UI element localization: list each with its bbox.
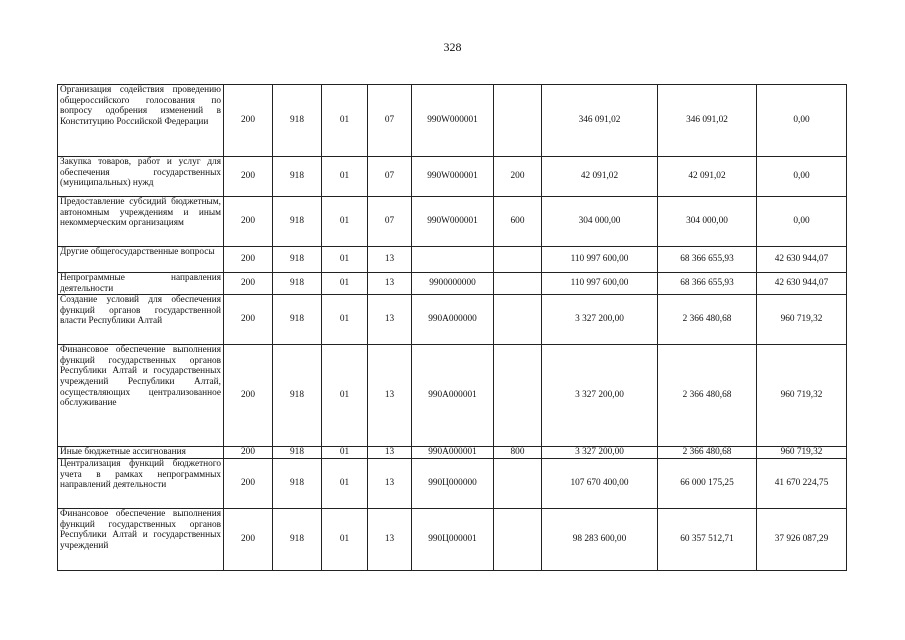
col-section: 01 [322,157,368,197]
col-value-3: 0,00 [757,197,847,247]
col-code-2: 918 [273,247,322,273]
col-subsection: 13 [368,295,412,345]
col-value-3: 0,00 [757,85,847,157]
col-code-2: 918 [273,85,322,157]
table-row [58,197,847,247]
col-target-article: 990А000001 [412,345,494,447]
col-section: 01 [322,247,368,273]
col-code-1: 200 [224,247,273,273]
col-value-1: 107 670 400,00 [542,459,658,509]
col-expense-type: 200 [494,157,542,197]
col-section: 01 [322,447,368,459]
row-name: Организация содействия проведению общероссийского голосования по вопросу одобрения изменений в Конституцию Российской Федерации [58,85,224,157]
col-value-2: 60 357 512,71 [658,509,757,571]
col-section: 01 [322,509,368,571]
col-value-3: 37 926 087,29 [757,509,847,571]
col-section: 01 [322,273,368,295]
col-code-2: 918 [273,447,322,459]
col-code-1: 200 [224,157,273,197]
col-value-2: 2 366 480,68 [658,345,757,447]
col-value-1: 110 997 600,00 [542,247,658,273]
col-section: 01 [322,197,368,247]
col-expense-type [494,247,542,273]
col-value-2: 2 366 480,68 [658,295,757,345]
table-row [58,447,847,459]
row-name: Предоставление субсидий бюджетным, автономным учреждениям и иным некоммерческим организациям [58,197,224,247]
row-name: Непрограммные направления деятельности [58,273,224,295]
col-value-3: 42 630 944,07 [757,273,847,295]
col-code-2: 918 [273,273,322,295]
col-code-2: 918 [273,295,322,345]
col-expense-type [494,85,542,157]
col-value-1: 346 091,02 [542,85,658,157]
col-subsection: 13 [368,459,412,509]
page-number: 328 [443,40,462,54]
col-value-2: 68 366 655,93 [658,273,757,295]
col-subsection: 13 [368,247,412,273]
table-row [58,247,847,273]
col-target-article: 990А000000 [412,295,494,345]
col-value-2: 66 000 175,25 [658,459,757,509]
col-target-article: 9900000000 [412,273,494,295]
col-value-3: 41 670 224,75 [757,459,847,509]
col-value-1: 304 000,00 [542,197,658,247]
col-target-article [412,247,494,273]
row-name: Иные бюджетные ассигнования [58,447,224,459]
table-row [58,345,847,447]
col-expense-type [494,295,542,345]
col-expense-type [494,345,542,447]
col-target-article: 990А000001 [412,447,494,459]
table-row [58,509,847,571]
col-value-1: 3 327 200,00 [542,447,658,459]
col-code-2: 918 [273,157,322,197]
col-target-article: 990Ц000001 [412,509,494,571]
col-expense-type [494,273,542,295]
budget-table [57,84,847,571]
col-expense-type [494,459,542,509]
col-code-1: 200 [224,345,273,447]
col-code-2: 918 [273,197,322,247]
col-expense-type: 800 [494,447,542,459]
col-code-2: 918 [273,345,322,447]
col-code-1: 200 [224,273,273,295]
col-section: 01 [322,295,368,345]
table-row [58,157,847,197]
col-section: 01 [322,85,368,157]
row-name: Другие общегосударственные вопросы [58,247,224,273]
col-code-2: 918 [273,509,322,571]
col-code-2: 918 [273,459,322,509]
col-code-1: 200 [224,447,273,459]
col-value-3: 960 719,32 [757,447,847,459]
col-subsection: 13 [368,345,412,447]
col-value-3: 960 719,32 [757,345,847,447]
col-value-2: 42 091,02 [658,157,757,197]
col-value-1: 42 091,02 [542,157,658,197]
col-section: 01 [322,345,368,447]
col-value-3: 960 719,32 [757,295,847,345]
col-subsection: 07 [368,197,412,247]
col-expense-type: 600 [494,197,542,247]
col-target-article: 990Ц000000 [412,459,494,509]
table-row [58,273,847,295]
col-code-1: 200 [224,459,273,509]
col-section: 01 [322,459,368,509]
col-subsection: 07 [368,157,412,197]
col-value-1: 3 327 200,00 [542,345,658,447]
col-value-2: 2 366 480,68 [658,447,757,459]
col-value-1: 3 327 200,00 [542,295,658,345]
col-subsection: 07 [368,85,412,157]
col-code-1: 200 [224,509,273,571]
col-code-1: 200 [224,197,273,247]
col-value-2: 304 000,00 [658,197,757,247]
row-name: Создание условий для обеспечения функций органов государственной власти Республики Алтай [58,295,224,345]
table-row [58,85,847,157]
col-value-3: 42 630 944,07 [757,247,847,273]
col-value-2: 346 091,02 [658,85,757,157]
col-target-article: 990W000001 [412,85,494,157]
table-row [58,295,847,345]
col-value-1: 98 283 600,00 [542,509,658,571]
col-value-1: 110 997 600,00 [542,273,658,295]
col-value-2: 68 366 655,93 [658,247,757,273]
col-subsection: 13 [368,509,412,571]
col-expense-type [494,509,542,571]
row-name: Финансовое обеспечение выполнения функций государственных органов Республики Алтай и государственных учреждений Республики Алтай, осуществляющих централизованное обслуживание [58,345,224,447]
row-name: Централизация функций бюджетного учета в рамках непрограммных направлений деятельности [58,459,224,509]
row-name: Финансовое обеспечение выполнения функций государственных органов Республики Алтай и государственных учреждений [58,509,224,571]
col-subsection: 13 [368,273,412,295]
col-target-article: 990W000001 [412,197,494,247]
col-code-1: 200 [224,85,273,157]
col-target-article: 990W000001 [412,157,494,197]
col-value-3: 0,00 [757,157,847,197]
col-code-1: 200 [224,295,273,345]
row-name: Закупка товаров, работ и услуг для обеспечения государственных (муниципальных) нужд [58,157,224,197]
col-subsection: 13 [368,447,412,459]
table-row [58,459,847,509]
